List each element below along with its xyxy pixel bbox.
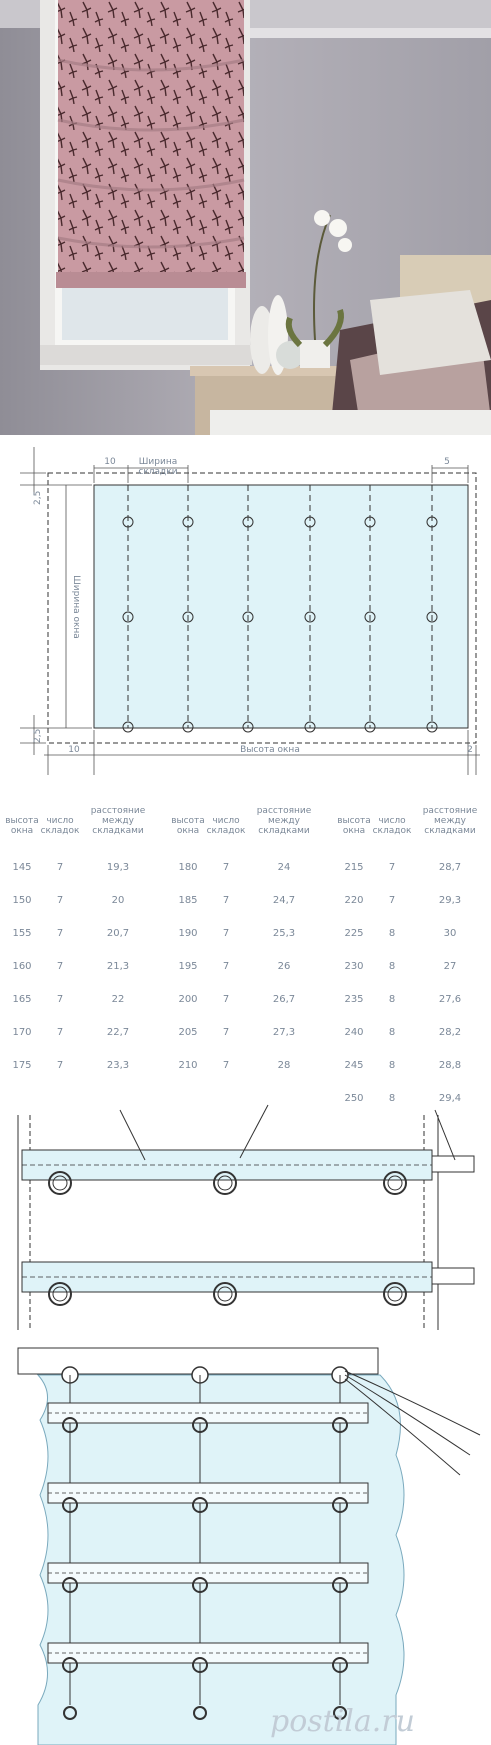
table-header: высота окна xyxy=(5,816,39,836)
table-cell: 240 xyxy=(344,1027,364,1038)
table-cell: 20,7 xyxy=(106,928,130,939)
table-cell: 185 xyxy=(178,895,198,906)
table-cell: 7 xyxy=(222,1060,230,1071)
table-header: число складок xyxy=(372,816,412,836)
dim-right-margin: 5 xyxy=(444,457,450,467)
table-cell: 7 xyxy=(56,928,64,939)
table-cell: 7 xyxy=(222,862,230,873)
table-cell: 25,3 xyxy=(272,928,296,939)
table-cell: 7 xyxy=(56,1060,64,1071)
dim-left-margin: 10 xyxy=(104,457,116,467)
table-cell: 145 xyxy=(12,862,32,873)
table-header: число складок xyxy=(206,816,246,836)
table-cell: 7 xyxy=(56,1027,64,1038)
table-header: расстояние между складками xyxy=(90,806,146,836)
table-cell: 26 xyxy=(277,961,291,972)
table-cell: 29,3 xyxy=(438,895,462,906)
table-cell: 28 xyxy=(277,1060,291,1071)
slat xyxy=(48,1483,368,1503)
table-cell: 8 xyxy=(388,1027,396,1038)
table-cell: 7 xyxy=(222,895,230,906)
watermark: postila.ru xyxy=(270,1704,415,1739)
slat xyxy=(48,1643,368,1663)
table-header: высота окна xyxy=(171,816,205,836)
table-cell: 30 xyxy=(443,928,457,939)
slat-bottom xyxy=(22,1262,474,1305)
fabric-layout-diagram xyxy=(0,435,491,800)
label-window-height: Высота окна xyxy=(240,745,300,755)
table-cell: 8 xyxy=(388,1060,396,1071)
table-cell: 235 xyxy=(344,994,364,1005)
slat-top xyxy=(22,1105,474,1194)
table-cell: 220 xyxy=(344,895,364,906)
table-cell: 195 xyxy=(178,961,198,972)
table-cell: 24,7 xyxy=(272,895,296,906)
table-cell: 250 xyxy=(344,1093,364,1104)
slat-rings-diagram xyxy=(0,1090,491,1345)
dim-bottom-right: 2 xyxy=(467,745,473,755)
dim-bottom-left: 10 xyxy=(68,745,80,755)
table-cell: 28,7 xyxy=(438,862,462,873)
table-cell: 170 xyxy=(12,1027,32,1038)
table-cell: 7 xyxy=(56,961,64,972)
table-cell: 28,2 xyxy=(438,1027,462,1038)
table-cell: 8 xyxy=(388,994,396,1005)
table-cell: 7 xyxy=(56,994,64,1005)
table-cell: 26,7 xyxy=(272,994,296,1005)
table-cell: 190 xyxy=(178,928,198,939)
table-header: высота окна xyxy=(337,816,371,836)
table-cell: 28,8 xyxy=(438,1060,462,1071)
table-cell: 215 xyxy=(344,862,364,873)
fold-table xyxy=(0,800,491,1104)
dim-top: 2,5 xyxy=(33,490,43,505)
fabric xyxy=(38,1375,404,1745)
slat xyxy=(48,1563,368,1583)
table-cell: 165 xyxy=(12,994,32,1005)
table-cell: 22,7 xyxy=(106,1027,130,1038)
table-cell: 180 xyxy=(178,862,198,873)
table-cell: 8 xyxy=(388,928,396,939)
table-cell: 155 xyxy=(12,928,32,939)
table-cell: 7 xyxy=(388,862,396,873)
table-cell: 19,3 xyxy=(106,862,130,873)
assembled-blind-diagram xyxy=(0,1345,491,1745)
table-cell: 24 xyxy=(277,862,291,873)
table-cell: 225 xyxy=(344,928,364,939)
table-cell: 22 xyxy=(111,994,125,1005)
table-cell: 7 xyxy=(56,895,64,906)
table-cell: 7 xyxy=(222,1027,230,1038)
table-cell: 7 xyxy=(56,862,64,873)
table-cell: 210 xyxy=(178,1060,198,1071)
label-fold-width-2: складки xyxy=(138,467,178,477)
table-cell: 245 xyxy=(344,1060,364,1071)
table-cell: 23,3 xyxy=(106,1060,130,1071)
table-cell: 7 xyxy=(222,928,230,939)
fabric-panel xyxy=(94,485,468,728)
table-cell: 175 xyxy=(12,1060,32,1071)
table-cell: 29,4 xyxy=(438,1093,462,1104)
table-cell: 160 xyxy=(12,961,32,972)
table-header: расстояние между складками xyxy=(256,806,312,836)
table-header: число складок xyxy=(40,816,80,836)
label-fold-width-1: Ширина xyxy=(138,457,178,467)
slat xyxy=(48,1403,368,1423)
dim-bottom: 2,5 xyxy=(33,728,43,743)
table-cell: 21,3 xyxy=(106,961,130,972)
table-cell: 20 xyxy=(111,895,125,906)
table-cell: 8 xyxy=(388,961,396,972)
table-header: расстояние между складками xyxy=(422,806,478,836)
table-cell: 205 xyxy=(178,1027,198,1038)
table-cell: 150 xyxy=(12,895,32,906)
table-cell: 7 xyxy=(222,994,230,1005)
label-window-width: Ширина окна xyxy=(71,575,81,639)
table-cell: 7 xyxy=(222,961,230,972)
table-cell: 27 xyxy=(443,961,457,972)
bedroom-photo xyxy=(0,0,491,435)
table-cell: 200 xyxy=(178,994,198,1005)
table-cell: 230 xyxy=(344,961,364,972)
table-cell: 27,6 xyxy=(438,994,462,1005)
table-cell: 7 xyxy=(388,895,396,906)
table-cell: 8 xyxy=(388,1093,396,1104)
table-cell: 27,3 xyxy=(272,1027,296,1038)
